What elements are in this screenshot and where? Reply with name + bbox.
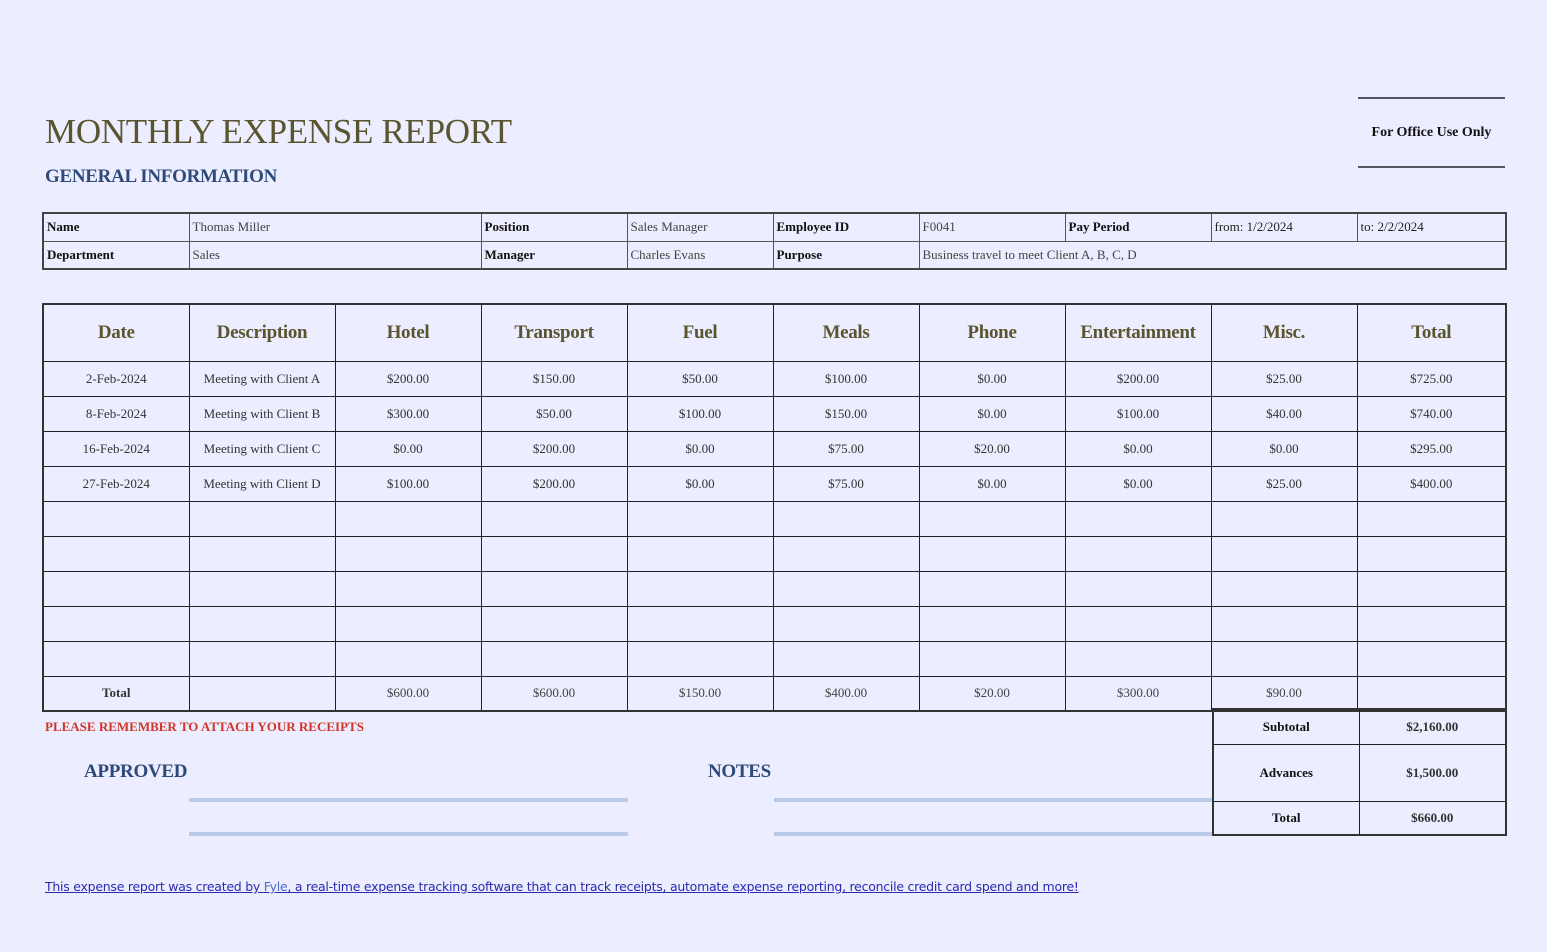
column-header-entertainment: Entertainment <box>1065 304 1211 361</box>
expense-cell-date[interactable] <box>43 606 189 641</box>
expense-cell-hotel[interactable] <box>335 606 481 641</box>
expense-cell-meals[interactable] <box>773 501 919 536</box>
expense-cell-description[interactable] <box>189 536 335 571</box>
expense-cell-date[interactable] <box>43 536 189 571</box>
expense-cell-misc[interactable] <box>1211 606 1357 641</box>
expense-cell-transport[interactable] <box>481 641 627 676</box>
notes-line-1[interactable] <box>774 798 1212 802</box>
footer-text-prefix[interactable]: This expense report was created by <box>45 879 264 894</box>
expense-cell-total[interactable] <box>1357 536 1506 571</box>
expense-cell-fuel[interactable] <box>627 571 773 606</box>
expense-cell-transport[interactable] <box>481 571 627 606</box>
expense-row <box>43 396 1506 431</box>
expense-cell-phone[interactable] <box>919 571 1065 606</box>
approved-signature-line-2[interactable] <box>189 832 628 836</box>
expense-cell-phone[interactable] <box>919 501 1065 536</box>
expense-cell-total[interactable] <box>1357 641 1506 676</box>
footer-link[interactable] <box>45 879 1079 894</box>
expense-cell-description[interactable] <box>189 501 335 536</box>
expense-cell-date[interactable]: 8-Feb-2024 <box>43 396 189 431</box>
expense-cell-description[interactable]: Meeting with Client C <box>189 431 335 466</box>
expense-cell-entertainment[interactable] <box>1065 571 1211 606</box>
expense-cell-total[interactable] <box>1357 501 1506 536</box>
expense-row <box>43 466 1506 501</box>
column-totals-row <box>43 676 1506 711</box>
department-field[interactable]: Sales <box>189 241 481 269</box>
expense-cell-date[interactable] <box>43 571 189 606</box>
expense-row <box>43 431 1506 466</box>
expense-cell-misc[interactable]: $40.00 <box>1211 396 1357 431</box>
grand-total-value: $660.00 <box>1359 801 1506 835</box>
office-use-label: For Office Use Only <box>1371 124 1492 140</box>
expense-cell-entertainment[interactable] <box>1065 501 1211 536</box>
expense-cell-phone[interactable] <box>919 536 1065 571</box>
manager-field[interactable]: Charles Evans <box>627 241 773 269</box>
expense-cell-transport[interactable]: $50.00 <box>481 396 627 431</box>
expense-cell-fuel[interactable] <box>627 641 773 676</box>
subtotal-value: $2,160.00 <box>1359 709 1506 744</box>
expense-cell-transport[interactable]: $200.00 <box>481 466 627 501</box>
total-cell-description <box>189 676 335 711</box>
expense-cell-date[interactable] <box>43 641 189 676</box>
expense-cell-meals[interactable] <box>773 641 919 676</box>
advances-value[interactable]: $1,500.00 <box>1359 744 1506 801</box>
expense-row <box>43 361 1506 396</box>
expense-header-row <box>43 304 1506 361</box>
expense-cell-description[interactable]: Meeting with Client A <box>189 361 335 396</box>
expense-cell-date[interactable]: 16-Feb-2024 <box>43 431 189 466</box>
expense-cell-meals[interactable]: $75.00 <box>773 466 919 501</box>
expense-cell-description[interactable]: Meeting with Client D <box>189 466 335 501</box>
expense-cell-phone[interactable]: $0.00 <box>919 361 1065 396</box>
expense-cell-misc[interactable] <box>1211 641 1357 676</box>
footer-text-suffix[interactable]: , a real-time expense tracking software that can track receipts, automate expense reporting, reconcile credit card spend and more! <box>287 879 1079 894</box>
expense-cell-misc[interactable]: $25.00 <box>1211 466 1357 501</box>
totals-label: Total <box>43 676 189 711</box>
position-field[interactable]: Sales Manager <box>627 213 773 241</box>
expense-cell-total[interactable]: $740.00 <box>1357 396 1506 431</box>
expense-cell-date[interactable]: 2-Feb-2024 <box>43 361 189 396</box>
expense-row <box>43 536 1506 571</box>
expense-cell-hotel[interactable] <box>335 571 481 606</box>
expense-cell-total[interactable] <box>1357 571 1506 606</box>
general-info-table <box>42 212 1507 270</box>
column-header-phone: Phone <box>919 304 1065 361</box>
expense-cell-total[interactable]: $725.00 <box>1357 361 1506 396</box>
section-heading-general-info: GENERAL INFORMATION <box>45 166 277 187</box>
expense-cell-phone[interactable]: $0.00 <box>919 396 1065 431</box>
total-cell-hotel: $600.00 <box>335 676 481 711</box>
expense-cell-entertainment[interactable]: $100.00 <box>1065 396 1211 431</box>
expense-cell-description[interactable]: Meeting with Client B <box>189 396 335 431</box>
receipts-reminder: PLEASE REMEMBER TO ATTACH YOUR RECEIPTS <box>45 719 364 734</box>
employee-id-label: Employee ID <box>773 213 919 241</box>
column-header-fuel: Fuel <box>627 304 773 361</box>
expense-row <box>43 641 1506 676</box>
total-cell-meals: $400.00 <box>773 676 919 711</box>
column-header-hotel: Hotel <box>335 304 481 361</box>
subtotal-label: Subtotal <box>1213 709 1359 744</box>
column-header-description: Description <box>189 304 335 361</box>
expense-cell-transport[interactable] <box>481 501 627 536</box>
total-cell-fuel: $150.00 <box>627 676 773 711</box>
pay-period-to-field[interactable]: to: 2/2/2024 <box>1357 213 1506 241</box>
column-header-transport: Transport <box>481 304 627 361</box>
manager-label: Manager <box>481 241 627 269</box>
expense-cell-fuel[interactable]: $100.00 <box>627 396 773 431</box>
expense-cell-entertainment[interactable]: $0.00 <box>1065 431 1211 466</box>
department-label: Department <box>43 241 189 269</box>
expense-row <box>43 501 1506 536</box>
expense-cell-entertainment[interactable]: $0.00 <box>1065 466 1211 501</box>
total-cell-entertainment: $300.00 <box>1065 676 1211 711</box>
expense-cell-phone[interactable] <box>919 641 1065 676</box>
expense-cell-meals[interactable] <box>773 606 919 641</box>
column-header-date: Date <box>43 304 189 361</box>
expense-cell-hotel[interactable]: $200.00 <box>335 361 481 396</box>
expense-cell-misc[interactable]: $0.00 <box>1211 431 1357 466</box>
employee-id-field[interactable]: F0041 <box>919 213 1065 241</box>
notes-label: NOTES <box>708 761 771 782</box>
column-header-meals: Meals <box>773 304 919 361</box>
grand-total-row <box>1213 801 1506 835</box>
total-cell-transport: $600.00 <box>481 676 627 711</box>
expense-row <box>43 606 1506 641</box>
expense-cell-transport[interactable]: $150.00 <box>481 361 627 396</box>
expense-cell-misc[interactable] <box>1211 571 1357 606</box>
grand-total-label: Total <box>1213 801 1359 835</box>
column-header-misc: Misc. <box>1211 304 1357 361</box>
info-row-2 <box>43 241 1506 269</box>
expense-cell-meals[interactable]: $100.00 <box>773 361 919 396</box>
expense-cell-phone[interactable] <box>919 606 1065 641</box>
expense-cell-phone[interactable]: $20.00 <box>919 431 1065 466</box>
expense-cell-total[interactable]: $295.00 <box>1357 431 1506 466</box>
expense-cell-total[interactable]: $400.00 <box>1357 466 1506 501</box>
expense-cell-meals[interactable] <box>773 536 919 571</box>
purpose-label: Purpose <box>773 241 919 269</box>
advances-label: Advances <box>1213 744 1359 801</box>
page-title: MONTHLY EXPENSE REPORT <box>45 112 512 151</box>
expense-cell-transport[interactable]: $200.00 <box>481 431 627 466</box>
total-cell-total <box>1357 676 1506 711</box>
expense-cell-hotel[interactable] <box>335 536 481 571</box>
expense-cell-hotel[interactable]: $100.00 <box>335 466 481 501</box>
expense-cell-fuel[interactable]: $50.00 <box>627 361 773 396</box>
expense-cell-hotel[interactable] <box>335 501 481 536</box>
position-label: Position <box>481 213 627 241</box>
expense-row <box>43 571 1506 606</box>
expense-cell-meals[interactable] <box>773 571 919 606</box>
expense-cell-entertainment[interactable] <box>1065 606 1211 641</box>
expense-cell-entertainment[interactable]: $200.00 <box>1065 361 1211 396</box>
total-cell-misc: $90.00 <box>1211 676 1357 711</box>
pay-period-label: Pay Period <box>1065 213 1211 241</box>
purpose-field[interactable]: Business travel to meet Client A, B, C, D <box>919 241 1506 269</box>
expense-cell-fuel[interactable] <box>627 501 773 536</box>
total-cell-phone: $20.00 <box>919 676 1065 711</box>
expense-cell-misc[interactable]: $25.00 <box>1211 361 1357 396</box>
expense-cell-description[interactable] <box>189 606 335 641</box>
expense-cell-meals[interactable]: $150.00 <box>773 396 919 431</box>
summary-table <box>1212 708 1507 836</box>
expense-cell-misc[interactable] <box>1211 536 1357 571</box>
expense-cell-fuel[interactable]: $0.00 <box>627 431 773 466</box>
expense-cell-misc[interactable] <box>1211 501 1357 536</box>
expense-cell-hotel[interactable]: $300.00 <box>335 396 481 431</box>
expense-cell-entertainment[interactable] <box>1065 641 1211 676</box>
expense-cell-date[interactable] <box>43 501 189 536</box>
expense-cell-description[interactable] <box>189 571 335 606</box>
approved-label: APPROVED <box>84 761 188 782</box>
expense-cell-transport[interactable] <box>481 606 627 641</box>
column-header-total: Total <box>1357 304 1506 361</box>
subtotal-row <box>1213 709 1506 744</box>
expense-cell-total[interactable] <box>1357 606 1506 641</box>
expense-cell-phone[interactable]: $0.00 <box>919 466 1065 501</box>
info-row-1 <box>43 213 1506 241</box>
expense-cell-fuel[interactable] <box>627 536 773 571</box>
expense-cell-entertainment[interactable] <box>1065 536 1211 571</box>
notes-line-2[interactable] <box>774 832 1212 836</box>
expense-cell-description[interactable] <box>189 641 335 676</box>
advances-row <box>1213 744 1506 801</box>
expense-cell-fuel[interactable]: $0.00 <box>627 466 773 501</box>
expense-cell-fuel[interactable] <box>627 606 773 641</box>
expense-cell-meals[interactable]: $75.00 <box>773 431 919 466</box>
expense-cell-transport[interactable] <box>481 536 627 571</box>
name-label: Name <box>43 213 189 241</box>
expense-cell-hotel[interactable]: $0.00 <box>335 431 481 466</box>
approved-signature-line-1[interactable] <box>189 798 628 802</box>
fyle-link[interactable]: Fyle <box>263 879 288 894</box>
expense-table <box>42 303 1507 712</box>
expense-cell-date[interactable]: 27-Feb-2024 <box>43 466 189 501</box>
expense-cell-hotel[interactable] <box>335 641 481 676</box>
pay-period-from-field[interactable]: from: 1/2/2024 <box>1211 213 1357 241</box>
office-use-box <box>1358 97 1505 168</box>
name-field[interactable]: Thomas Miller <box>189 213 481 241</box>
